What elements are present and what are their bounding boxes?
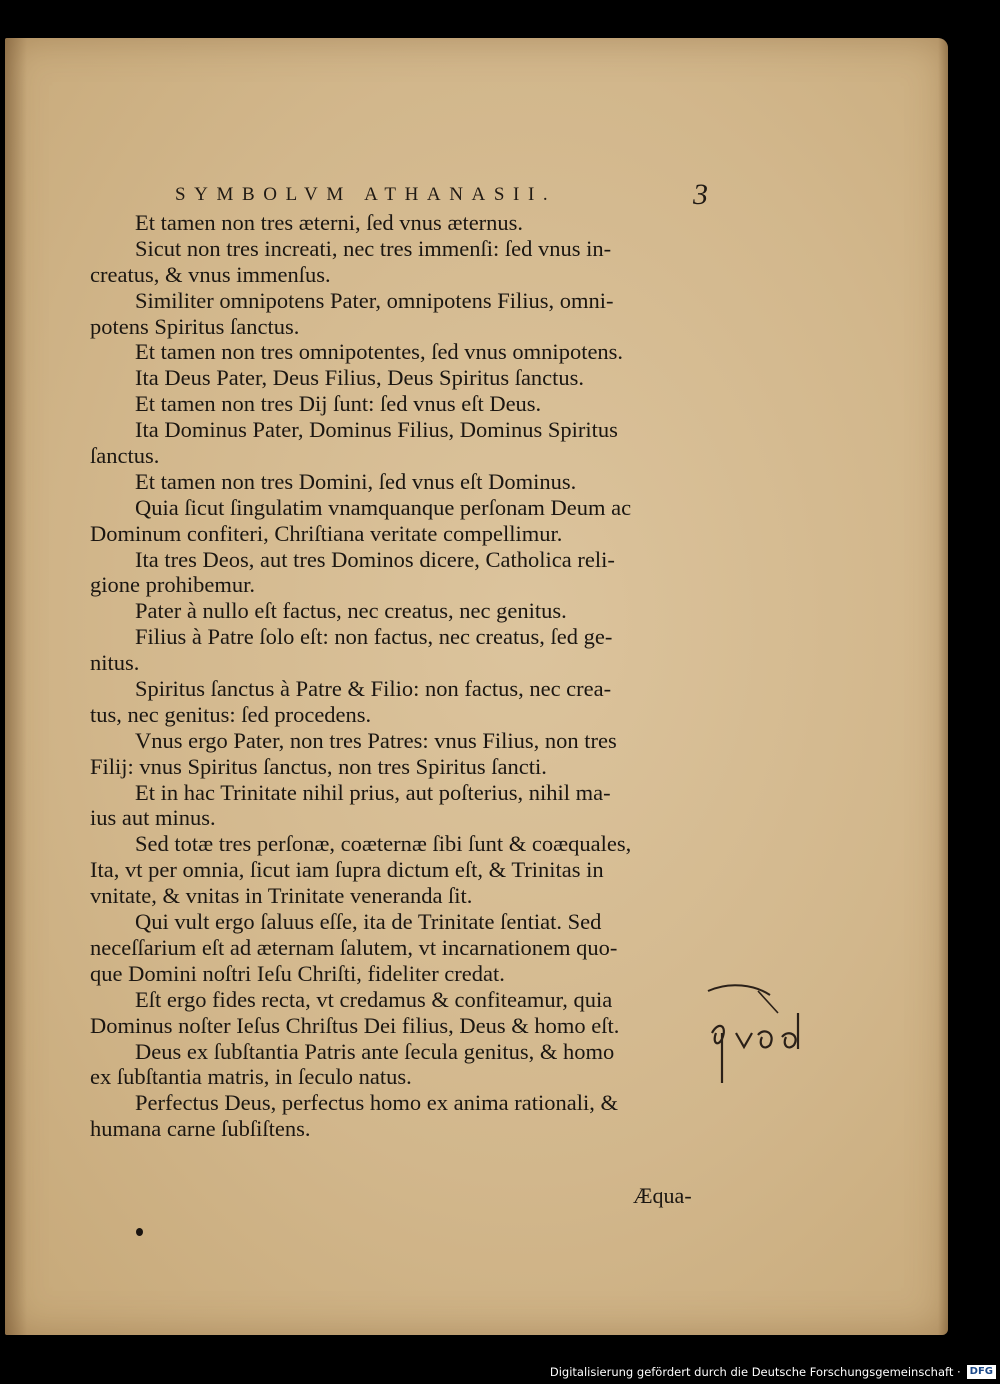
- text-line: ex ſubſtantia matris, in ſeculo natus.: [90, 1064, 412, 1090]
- footer-credit-text: Digitalisierung gefördert durch die Deutsche Forschungsgemeinschaft ·: [549, 1365, 961, 1379]
- text-line: Dominum confiteri, Chriſtiana veritate compellimur.: [90, 520, 563, 546]
- text-line: Et tamen non tres Domini, ſed vnus eſt Dominus.: [135, 468, 577, 494]
- text-line: Ita tres Deos, aut tres Dominos dicere, Catholica reli-: [135, 546, 615, 572]
- text-line: vnitate, & vnitas in Trinitate veneranda ſit.: [90, 883, 473, 909]
- text-line: Filius à Patre ſolo eſt: non factus, nec creatus, ſed ge-: [135, 624, 613, 650]
- text-line: Deus ex ſubſtantia Patris ante ſecula genitus, & homo: [135, 1038, 615, 1064]
- text-line: ſanctus.: [90, 443, 160, 469]
- text-line: Ita Deus Pater, Deus Filius, Deus Spiritus ſanctus.: [135, 365, 585, 391]
- footer-credit: [550, 1364, 996, 1380]
- text-line: que Domini noſtri Ieſu Chriſti, fideliter credat.: [90, 960, 505, 986]
- text-line: Et tamen non tres omnipotentes, ſed vnus omnipotens.: [135, 339, 624, 365]
- text-line: humana carne ſubſiſtens.: [90, 1116, 311, 1142]
- handwritten-margin-annotation: [700, 973, 840, 1103]
- text-line: nitus.: [90, 650, 140, 676]
- text-line: creatus, & vnus immenſus.: [90, 261, 331, 287]
- running-head: SYMBOLVM ATHANASII.: [175, 184, 557, 205]
- printer-mark: [136, 1228, 143, 1236]
- main-text-block: [90, 210, 710, 1142]
- text-line: Sed totæ tres perſonæ, coæternæ ſibi ſunt & coæquales,: [135, 831, 632, 857]
- page-number: 3: [693, 178, 708, 211]
- text-line: Sicut non tres increati, nec tres immenſi: ſed vnus in-: [135, 235, 612, 261]
- text-line: Et tamen non tres Dij ſunt: ſed vnus eſt Deus.: [135, 391, 542, 417]
- text-line: neceſſarium eſt ad æternam ſalutem, vt incarnationem quo-: [90, 934, 618, 960]
- catchword: Æqua-: [633, 1183, 692, 1208]
- text-line: gione prohibemur.: [90, 572, 255, 598]
- text-line: Ita, vt per omnia, ſicut iam ſupra dictum eſt, & Trinitas in: [90, 857, 604, 883]
- text-line: potens Spiritus ſanctus.: [90, 313, 300, 339]
- dfg-logo: DFG: [967, 1365, 996, 1379]
- text-line: ius aut minus.: [90, 805, 216, 831]
- text-line: Pater à nullo eſt factus, nec creatus, nec genitus.: [135, 598, 567, 624]
- text-line: Filij: vnus Spiritus ſanctus, non tres Spiritus ſancti.: [90, 753, 547, 779]
- text-line: Qui vult ergo ſaluus eſſe, ita de Trinitate ſentiat. Sed: [135, 909, 602, 935]
- text-line: Perfectus Deus, perfectus homo ex anima rationali, &: [135, 1090, 618, 1116]
- text-line: Et in hac Trinitate nihil prius, aut poſterius, nihil ma-: [135, 779, 611, 805]
- text-line: Et tamen non tres æterni, ſed vnus æternus.: [135, 210, 524, 235]
- text-line: Eſt ergo fides recta, vt credamus & confiteamur, quia: [135, 986, 613, 1012]
- text-line: Spiritus ſanctus à Patre & Filio: non factus, nec crea-: [135, 676, 612, 702]
- text-line: Quia ſicut ſingulatim vnamquanque perſonam Deum ac: [135, 494, 632, 520]
- text-line: Ita Dominus Pater, Dominus Filius, Dominus Spiritus: [135, 417, 618, 443]
- book-page: [5, 38, 948, 1335]
- text-line: Dominus noſter Ieſus Chriſtus Dei filius, Deus & homo eſt.: [90, 1012, 620, 1038]
- text-line: Vnus ergo Pater, non tres Patres: vnus Filius, non tres: [135, 727, 617, 753]
- text-line: tus, nec genitus: ſed procedens.: [90, 701, 372, 727]
- text-line: Similiter omnipotens Pater, omnipotens Filius, omni-: [135, 287, 614, 313]
